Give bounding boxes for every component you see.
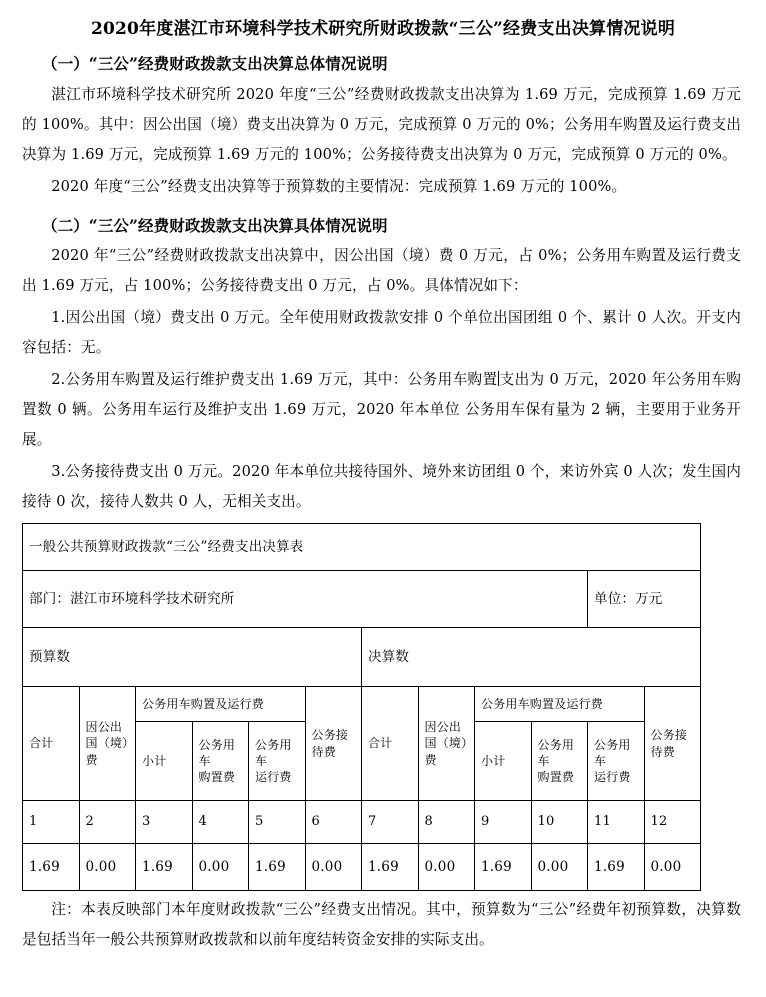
table-department-label: 部门：湛江市环境科学技术研究所 [23, 571, 588, 628]
section-heading-1: （一）“三公”经费财政拨款支出决算总体情况说明 [42, 54, 388, 74]
column-index: 3 [136, 801, 193, 844]
table-footnote-container [0, 891, 766, 955]
column-index: 10 [531, 801, 588, 844]
section-2-body [0, 241, 766, 517]
table-unit-label: 单位：万元 [588, 571, 701, 628]
header-budget-vehicle-group: 公务用车购置及运行费 [136, 687, 306, 722]
table-row-department [23, 571, 701, 628]
table-row-header-level-1 [23, 687, 701, 722]
header-budget-abroad: 因公出国（境）费 [79, 687, 136, 801]
header-final-vehicle-subtotal: 小计 [475, 722, 532, 801]
table-row-column-indices [23, 801, 701, 844]
table-cell-value: 1.69 [588, 844, 645, 891]
column-index: 1 [23, 801, 80, 844]
table-cell-value: 1.69 [362, 844, 419, 891]
section-heading-2: （二）“三公”经费财政拨款支出决算具体情况说明 [42, 215, 388, 235]
header-final-vehicle-purchase: 公务用车 购置费 [531, 722, 588, 801]
header-budget-total: 合计 [23, 687, 80, 801]
table-row-caption [23, 524, 701, 571]
table-cell-value: 1.69 [475, 844, 532, 891]
table-cell-value: 1.69 [249, 844, 306, 891]
column-index: 4 [192, 801, 249, 844]
section-1-body [0, 80, 766, 202]
header-final-vehicle-group: 公务用车购置及运行费 [475, 687, 645, 722]
header-final-total: 合计 [362, 687, 419, 801]
item-2-text-before-caret: 2.公务用车购置及运行维护费支出 1.69 万元，其中：公务用车购置 [51, 371, 498, 389]
three-public-expenses-table [22, 523, 701, 891]
table-cell-value: 1.69 [136, 844, 193, 891]
column-index: 7 [362, 801, 419, 844]
header-final-abroad: 因公出国（境）费 [418, 687, 475, 801]
header-final-vehicle-operation: 公务用车 运行费 [588, 722, 645, 801]
column-index: 6 [305, 801, 362, 844]
paragraph-item-2-vehicle [22, 365, 741, 455]
budget-table-container [0, 517, 766, 891]
table-row-group-headers [23, 628, 701, 687]
header-budget-vehicle-purchase: 公务用车 购置费 [192, 722, 249, 801]
table-cell-value: 0.00 [305, 844, 362, 891]
document-page [0, 18, 766, 997]
group-header-final: 决算数 [362, 628, 701, 687]
table-footnote: 注：本表反映部门本年度财政拨款“三公”经费支出情况。其中，预算数为“三公”经费年初预算数，决算数是包括当年一般公共预算财政拨款和以前年度结转资金安排的实际支出。 [22, 901, 741, 949]
item-2-text-after-caret: 支出为 0 万元，2020 年公务用车购置数 0 辆。公务用车运行及维护支出 1.69 万元，2020 年本单位 公务用车保有量为 2 辆，主要用于业务开展。 [22, 371, 741, 449]
paragraph-item-3-reception: 3.公务接待费支出 0 万元。2020 年本单位共接待国外、境外来访团组 0 个，来访外宾 0 人次；发生国内接待 0 次，接待人数共 0 人，无相关支出。 [22, 463, 741, 511]
paragraph-detail-intro: 2020 年“三公”经费财政拨款支出决算中，因公出国（境）费 0 万元，占 0%；公务用车购置及运行费支出 1.69 万元，占 100%；公务接待费支出 0 万元，占 0%。具体情况如下： [22, 247, 741, 295]
table-cell-value: 0.00 [79, 844, 136, 891]
table-cell-value: 1.69 [23, 844, 80, 891]
column-index: 5 [249, 801, 306, 844]
paragraph-equal-to-budget: 2020 年度“三公”经费支出决算等于预算数的主要情况：完成预算 1.69 万元的 100%。 [51, 177, 627, 195]
column-index: 9 [475, 801, 532, 844]
header-final-reception: 公务接待费 [644, 687, 701, 801]
table-caption: 一般公共预算财政拨款“三公”经费支出决算表 [23, 524, 701, 571]
paragraph-overall-summary: 湛江市环境科学技术研究所 2020 年度“三公”经费财政拨款支出决算为 1.69 万元，完成预算 1.69 万元的 100%。其中：因公出国（境）费支出决算为 0 万元，完成预算 0 万元的 0%；公务用车购置及运行费支出决算为 1.69 万元，完成预算 1.69 万元的 100%；公务接待费支出决算为 0 万元，完成预算 0 万元的 0%。 [22, 85, 741, 163]
column-index: 11 [588, 801, 645, 844]
document-title: 2020年度湛江市环境科学技术研究所财政拨款“三公”经费支出决算情况说明 [90, 19, 676, 39]
table-cell-value: 0.00 [531, 844, 588, 891]
header-budget-reception: 公务接待费 [305, 687, 362, 801]
header-budget-vehicle-operation: 公务用车 运行费 [249, 722, 306, 801]
paragraph-item-1-abroad: 1.因公出国（境）费支出 0 万元。全年使用财政拨款安排 0 个单位出国团组 0 个、累计 0 人次。开支内容包括：无。 [22, 309, 741, 357]
table-cell-value: 0.00 [644, 844, 701, 891]
table-row-values [23, 844, 701, 891]
header-budget-vehicle-subtotal: 小计 [136, 722, 193, 801]
table-cell-value: 0.00 [418, 844, 475, 891]
column-index: 2 [79, 801, 136, 844]
column-index: 12 [644, 801, 701, 844]
column-index: 8 [418, 801, 475, 844]
group-header-budget: 预算数 [23, 628, 362, 687]
table-cell-value: 0.00 [192, 844, 249, 891]
